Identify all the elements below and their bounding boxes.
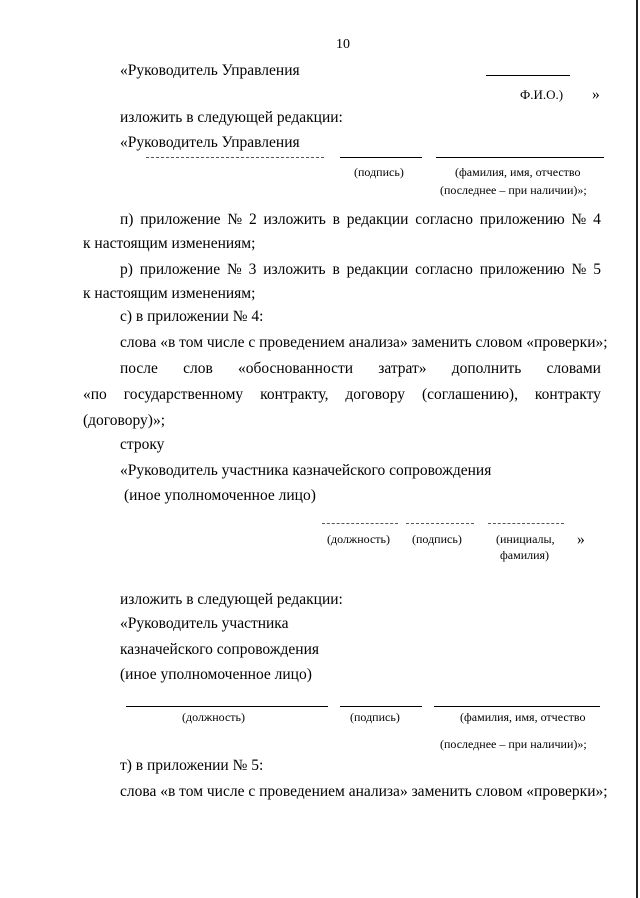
block4-position-line: [126, 706, 328, 707]
item-r-line2: к настоящим изменениям;: [83, 285, 256, 302]
block3-position-line: [322, 523, 398, 524]
item-p-line2: к настоящим изменениям;: [83, 235, 256, 252]
block4-signature-label: (подпись): [350, 710, 400, 724]
block3-initials-label-1: (инициалы,: [496, 532, 555, 546]
block2-position-line: [146, 157, 324, 158]
replace-instruction-2: изложить в следующей редакции:: [120, 591, 343, 608]
item-s-word: «обоснованности: [237, 360, 354, 377]
block2-signature-label: (подпись): [354, 165, 404, 179]
item-s-after-line2: [83, 387, 601, 403]
block3-initials-line: [488, 523, 564, 524]
block3-title: «Руководитель участника казначейского сопровождения: [120, 462, 492, 479]
item-r-line1: [120, 262, 601, 278]
block3-signature-line: [406, 523, 474, 524]
item-t-heading: т) в приложении № 5:: [120, 757, 264, 774]
block3-close-quote: »: [577, 531, 585, 548]
block1-title: «Руководитель Управления: [120, 62, 300, 79]
block3-position-label: (должность): [327, 532, 390, 546]
item-r-word: р): [120, 261, 133, 278]
item-s-word: затрат»: [378, 360, 427, 377]
item-r-word: приложению: [479, 261, 565, 278]
item-p-line1: [120, 212, 601, 228]
item-r-word: согласно: [415, 261, 473, 278]
item-p-word: 2: [248, 211, 257, 228]
block1-fio-label: Ф.И.О.): [520, 87, 564, 102]
block1-signature-line: [486, 75, 570, 76]
block4-name-label-1: (фамилия, имя, отчество: [460, 710, 586, 724]
item-p-word: приложению: [479, 211, 565, 228]
block4-name-label-2: (последнее – при наличии)»;: [440, 737, 587, 751]
item-s-word: контракту,: [260, 386, 329, 403]
item-r-word: №: [226, 261, 242, 278]
item-r-word: приложение: [139, 261, 221, 278]
item-r-word: редакции: [346, 261, 409, 278]
item-s-word: словами: [546, 360, 601, 377]
block2-name-line: [436, 157, 604, 158]
item-r-word: изложить: [263, 261, 326, 278]
item-p-word: 4: [593, 211, 601, 228]
item-s-word: (соглашению),: [421, 386, 518, 403]
item-t-words-line: слова «в том числе с проведением анализа» заменить словом «проверки»;: [120, 783, 608, 800]
block4-line2: казначейского сопровождения: [120, 641, 319, 658]
block1-close-quote: »: [592, 86, 600, 103]
item-s-word: договору: [345, 386, 406, 403]
item-s-word: контракту: [534, 386, 601, 403]
block4-line1: «Руководитель участника: [120, 615, 289, 632]
block4-name-line: [434, 706, 600, 707]
block2-name-label-1: (фамилия, имя, отчество: [455, 165, 581, 179]
item-p-word: изложить: [263, 211, 326, 228]
item-s-word: государственному: [123, 386, 244, 403]
item-s-word: «по: [83, 386, 107, 403]
block3-signature-label: (подпись): [412, 532, 462, 546]
item-r-word: №: [571, 261, 587, 278]
item-p-word: №: [571, 211, 587, 228]
block2-title: «Руководитель Управления: [120, 134, 300, 151]
item-s-after-line1: [120, 361, 601, 377]
scan-edge: [636, 0, 638, 898]
block3-initials-label-2: фамилия): [500, 548, 550, 562]
item-p-word: согласно: [415, 211, 473, 228]
block2-signature-line: [340, 157, 422, 158]
page-number: 10: [336, 37, 350, 52]
item-s-word: после: [120, 360, 158, 377]
item-p-word: редакции: [346, 211, 409, 228]
item-r-word: в: [332, 261, 340, 278]
item-s-heading: с) в приложении № 4:: [120, 308, 264, 325]
item-s-row-label: строку: [120, 436, 165, 453]
item-p-word: №: [227, 211, 243, 228]
item-r-word: 3: [248, 261, 257, 278]
item-s-word: слов: [183, 360, 213, 377]
block4-signature-line: [340, 706, 422, 707]
item-p-word: п): [120, 211, 134, 228]
block3-subtitle: (иное уполномоченное лицо): [124, 487, 316, 504]
item-s-after-line3: (договору)»;: [83, 412, 165, 429]
block4-line3: (иное уполномоченное лицо): [120, 666, 312, 683]
item-s-word: дополнить: [451, 360, 522, 377]
item-s-words-line: слова «в том числе с проведением анализа» заменить словом «проверки»;: [120, 334, 608, 351]
block2-name-label-2: (последнее – при наличии)»;: [440, 183, 587, 197]
item-p-word: приложение: [140, 211, 221, 228]
item-p-word: в: [332, 211, 340, 228]
block4-position-label: (должность): [182, 710, 245, 724]
item-r-word: 5: [593, 261, 601, 278]
replace-instruction-1: изложить в следующей редакции:: [120, 109, 343, 126]
